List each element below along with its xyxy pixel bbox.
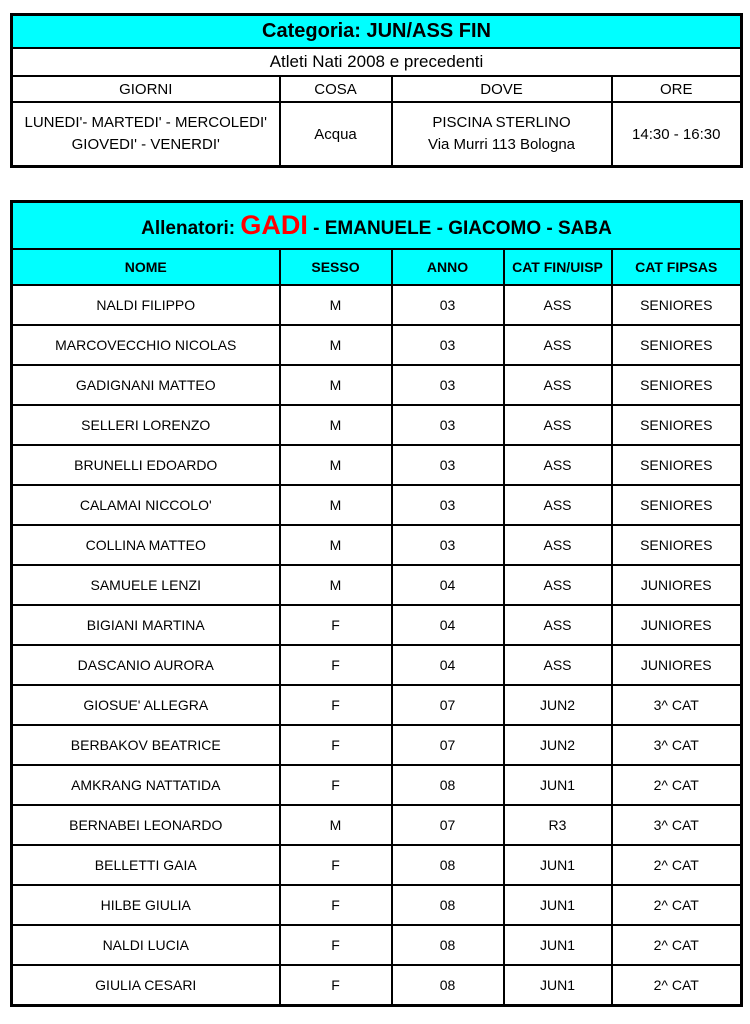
roster-row xyxy=(12,885,742,925)
athlete-year: 08 xyxy=(392,765,504,805)
athlete-cat-fipsas: SENIORES xyxy=(612,445,742,485)
header-cosa: COSA xyxy=(280,76,392,102)
athlete-sex: F xyxy=(280,685,392,725)
athlete-cat-fin-uisp: JUN1 xyxy=(504,925,612,965)
roster-row xyxy=(12,925,742,965)
athlete-name: GADIGNANI MATTEO xyxy=(12,365,280,405)
roster-table xyxy=(10,200,743,1007)
athlete-year: 04 xyxy=(392,565,504,605)
athlete-year: 07 xyxy=(392,685,504,725)
roster-row xyxy=(12,645,742,685)
athlete-year: 04 xyxy=(392,605,504,645)
athlete-year: 03 xyxy=(392,365,504,405)
roster-row xyxy=(12,805,742,845)
athlete-name: MARCOVECCHIO NICOLAS xyxy=(12,325,280,365)
roster-row xyxy=(12,285,742,325)
athlete-name: SELLERI LORENZO xyxy=(12,405,280,445)
athlete-cat-fin-uisp: ASS xyxy=(504,525,612,565)
coaches-title xyxy=(12,202,742,250)
ore-value: 14:30 - 16:30 xyxy=(612,102,742,167)
dove-line2: Via Murri 113 Bologna xyxy=(427,136,576,153)
roster-header-row xyxy=(12,249,742,285)
roster-row xyxy=(12,725,742,765)
athlete-year: 03 xyxy=(392,445,504,485)
athlete-cat-fin-uisp: JUN2 xyxy=(504,685,612,725)
athlete-cat-fin-uisp: JUN1 xyxy=(504,885,612,925)
athlete-cat-fipsas: JUNIORES xyxy=(612,645,742,685)
header-dove: DOVE xyxy=(392,76,612,102)
roster-row xyxy=(12,525,742,565)
athlete-cat-fipsas: 2^ CAT xyxy=(612,925,742,965)
schedule-data-row xyxy=(12,102,742,167)
athlete-cat-fin-uisp: JUN1 xyxy=(504,845,612,885)
athlete-year: 03 xyxy=(392,405,504,445)
athlete-cat-fipsas: SENIORES xyxy=(612,325,742,365)
athlete-cat-fin-uisp: R3 xyxy=(504,805,612,845)
roster-row xyxy=(12,605,742,645)
athlete-cat-fin-uisp: JUN2 xyxy=(504,725,612,765)
athlete-cat-fipsas: 2^ CAT xyxy=(612,885,742,925)
athlete-cat-fin-uisp: ASS xyxy=(504,565,612,605)
header-nome: NOME xyxy=(12,249,280,285)
athlete-sex: F xyxy=(280,605,392,645)
giorni-value xyxy=(12,102,280,167)
athlete-cat-fin-uisp: JUN1 xyxy=(504,765,612,805)
dove-line1: PISCINA STERLINO xyxy=(432,114,571,132)
athlete-cat-fipsas: 2^ CAT xyxy=(612,765,742,805)
roster-row xyxy=(12,565,742,605)
athlete-sex: M xyxy=(280,525,392,565)
athlete-cat-fipsas: 3^ CAT xyxy=(612,685,742,725)
giorni-line2: GIOVEDI' - VENERDI' xyxy=(71,136,220,153)
athlete-cat-fin-uisp: ASS xyxy=(504,365,612,405)
roster-row xyxy=(12,965,742,1006)
dove-value xyxy=(392,102,612,167)
athlete-sex: M xyxy=(280,805,392,845)
roster-row xyxy=(12,685,742,725)
athlete-cat-fipsas: SENIORES xyxy=(612,365,742,405)
athlete-sex: F xyxy=(280,845,392,885)
athlete-year: 04 xyxy=(392,645,504,685)
giorni-line1: LUNEDI'- MARTEDI' - MERCOLEDI' xyxy=(24,114,267,132)
athlete-name: GIOSUE' ALLEGRA xyxy=(12,685,280,725)
athlete-cat-fin-uisp: JUN1 xyxy=(504,965,612,1006)
schedule-header-row xyxy=(12,76,742,102)
athlete-name: NALDI LUCIA xyxy=(12,925,280,965)
category-subtitle: Atleti Nati 2008 e precedenti xyxy=(12,48,742,76)
athlete-name: SAMUELE LENZI xyxy=(12,565,280,605)
athlete-cat-fipsas: 2^ CAT xyxy=(612,965,742,1006)
athlete-cat-fin-uisp: ASS xyxy=(504,485,612,525)
athlete-cat-fin-uisp: ASS xyxy=(504,605,612,645)
athlete-name: HILBE GIULIA xyxy=(12,885,280,925)
athlete-sex: F xyxy=(280,645,392,685)
header-sesso: SESSO xyxy=(280,249,392,285)
athlete-name: BRUNELLI EDOARDO xyxy=(12,445,280,485)
roster-row xyxy=(12,765,742,805)
header-cat-fipsas: CAT FIPSAS xyxy=(612,249,742,285)
athlete-year: 03 xyxy=(392,325,504,365)
athlete-sex: M xyxy=(280,325,392,365)
athlete-cat-fipsas: 2^ CAT xyxy=(612,845,742,885)
coaches-prefix: Allenatori: xyxy=(141,218,241,239)
athlete-cat-fin-uisp: ASS xyxy=(504,445,612,485)
athlete-sex: F xyxy=(280,765,392,805)
schedule-table xyxy=(10,13,743,168)
athlete-cat-fin-uisp: ASS xyxy=(504,405,612,445)
athlete-year: 08 xyxy=(392,885,504,925)
athlete-name: BELLETTI GAIA xyxy=(12,845,280,885)
athlete-year: 07 xyxy=(392,805,504,845)
category-title: Categoria: JUN/ASS FIN xyxy=(12,15,742,49)
athlete-name: COLLINA MATTEO xyxy=(12,525,280,565)
athlete-name: BIGIANI MARTINA xyxy=(12,605,280,645)
athlete-cat-fipsas: SENIORES xyxy=(612,525,742,565)
athlete-cat-fipsas: SENIORES xyxy=(612,285,742,325)
athlete-sex: M xyxy=(280,445,392,485)
athlete-sex: M xyxy=(280,485,392,525)
athlete-year: 08 xyxy=(392,925,504,965)
roster-row xyxy=(12,485,742,525)
header-ore: ORE xyxy=(612,76,742,102)
header-cat-fin-uisp: CAT FIN/UISP xyxy=(504,249,612,285)
athlete-cat-fipsas: SENIORES xyxy=(612,485,742,525)
athlete-name: CALAMAI NICCOLO' xyxy=(12,485,280,525)
athlete-name: DASCANIO AURORA xyxy=(12,645,280,685)
roster-row xyxy=(12,405,742,445)
athlete-name: BERNABEI LEONARDO xyxy=(12,805,280,845)
athlete-year: 07 xyxy=(392,725,504,765)
athlete-cat-fin-uisp: ASS xyxy=(504,645,612,685)
header-anno: ANNO xyxy=(392,249,504,285)
coaches-row xyxy=(12,202,742,250)
roster-row xyxy=(12,845,742,885)
athlete-sex: F xyxy=(280,965,392,1006)
cosa-value: Acqua xyxy=(280,102,392,167)
athlete-year: 08 xyxy=(392,845,504,885)
athlete-sex: M xyxy=(280,565,392,605)
athlete-name: AMKRANG NATTATIDA xyxy=(12,765,280,805)
athlete-sex: F xyxy=(280,925,392,965)
athlete-cat-fipsas: JUNIORES xyxy=(612,565,742,605)
athlete-cat-fipsas: 3^ CAT xyxy=(612,725,742,765)
athlete-year: 03 xyxy=(392,485,504,525)
schedule-title-row xyxy=(12,15,742,49)
athlete-name: NALDI FILIPPO xyxy=(12,285,280,325)
athlete-name: GIULIA CESARI xyxy=(12,965,280,1006)
roster-row xyxy=(12,365,742,405)
athlete-sex: M xyxy=(280,405,392,445)
coaches-rest: - EMANUELE - GIACOMO - SABA xyxy=(307,218,612,239)
athlete-sex: F xyxy=(280,725,392,765)
schedule-subtitle-row xyxy=(12,48,742,76)
athlete-sex: M xyxy=(280,365,392,405)
athlete-cat-fin-uisp: ASS xyxy=(504,325,612,365)
header-giorni: GIORNI xyxy=(12,76,280,102)
coach-name-highlighted: GADI xyxy=(240,210,308,240)
roster-body xyxy=(12,285,742,1006)
athlete-year: 03 xyxy=(392,285,504,325)
athlete-cat-fipsas: SENIORES xyxy=(612,405,742,445)
roster-row xyxy=(12,325,742,365)
athlete-name: BERBAKOV BEATRICE xyxy=(12,725,280,765)
athlete-sex: F xyxy=(280,885,392,925)
athlete-cat-fin-uisp: ASS xyxy=(504,285,612,325)
athlete-year: 03 xyxy=(392,525,504,565)
athlete-sex: M xyxy=(280,285,392,325)
athlete-year: 08 xyxy=(392,965,504,1006)
athlete-cat-fipsas: JUNIORES xyxy=(612,605,742,645)
roster-row xyxy=(12,445,742,485)
athlete-cat-fipsas: 3^ CAT xyxy=(612,805,742,845)
